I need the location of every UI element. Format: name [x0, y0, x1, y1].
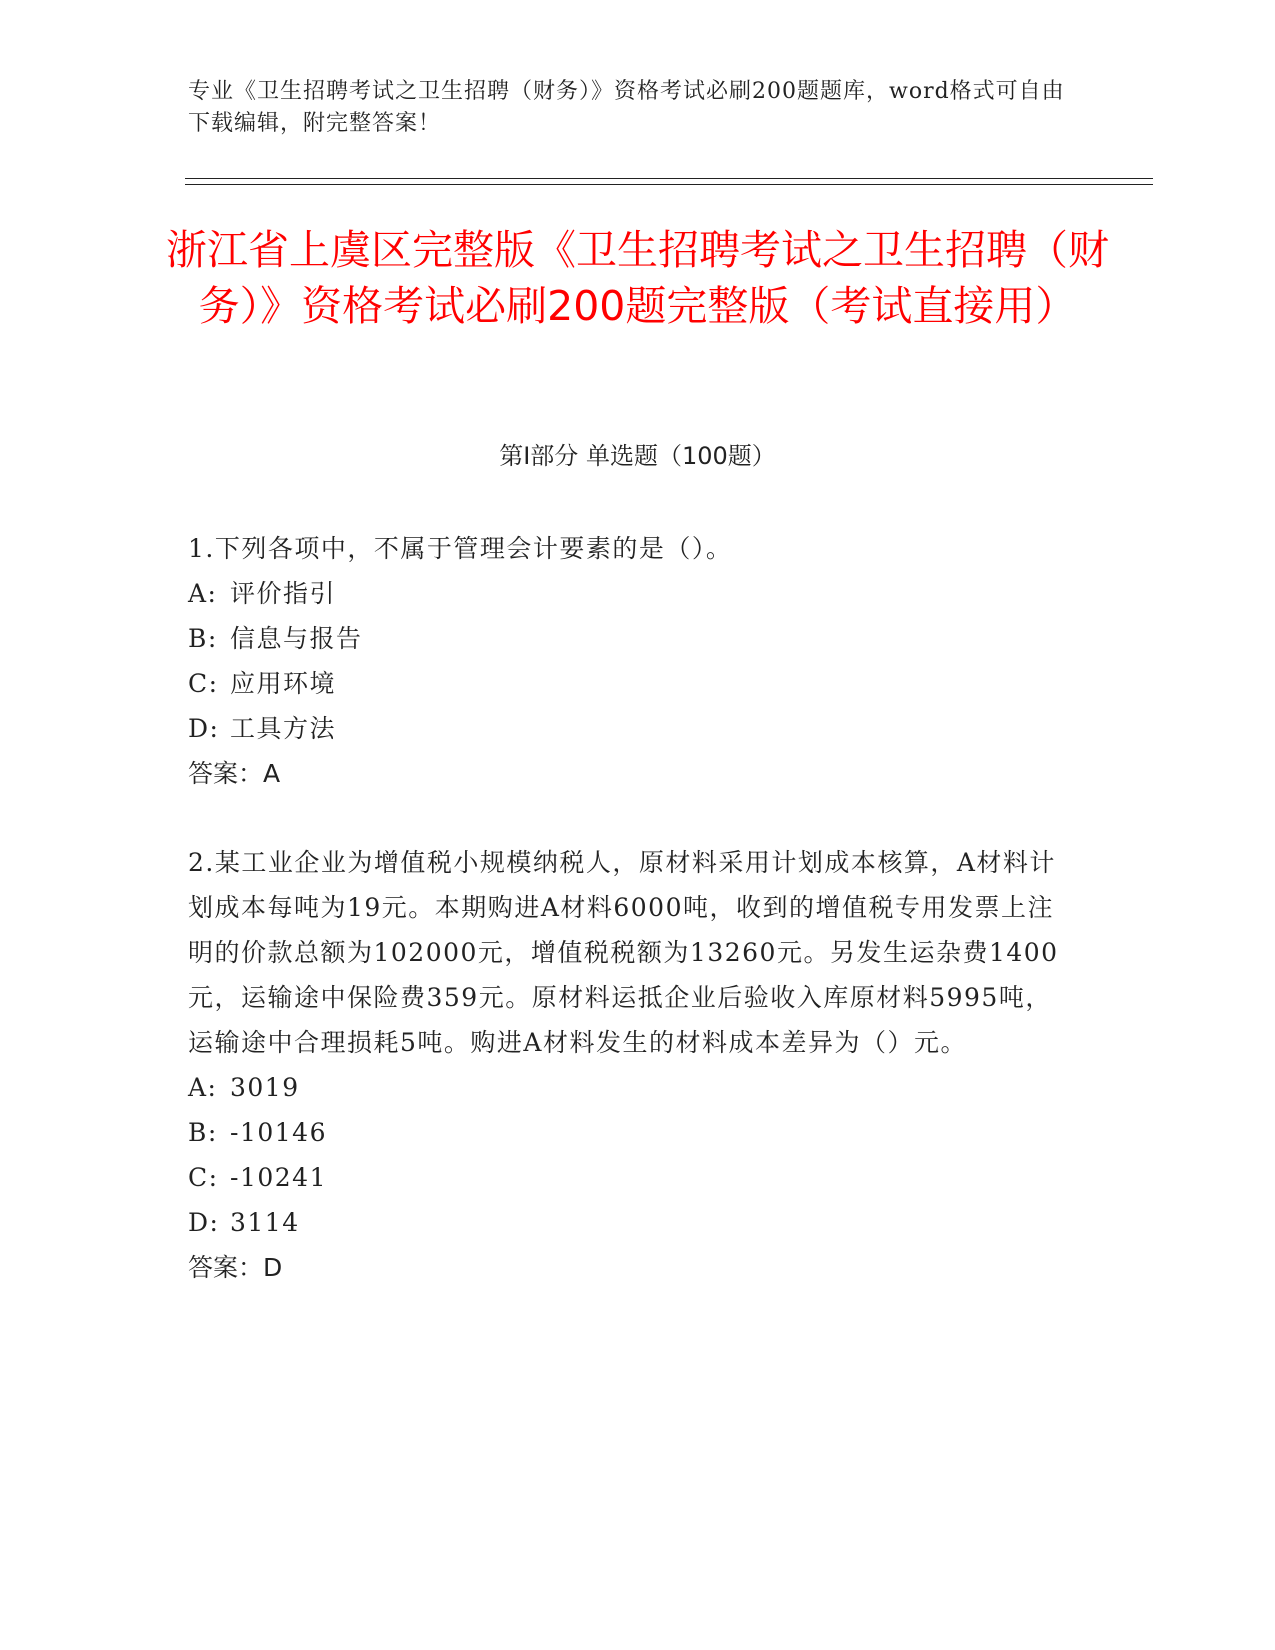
option-d: [188, 706, 1078, 751]
option-a: [188, 1065, 1078, 1110]
option-key: B:: [188, 624, 218, 653]
header-note: 专业《卫生招聘考试之卫生招聘（财务）》资格考试必刷200题题库，word格式可自由下载编辑，附完整答案！: [188, 79, 1065, 136]
option-key: D:: [188, 714, 220, 743]
option-text: 信息与报告: [230, 624, 363, 653]
option-key: A:: [188, 1073, 218, 1102]
option-key: D:: [188, 1208, 220, 1237]
option-c: [188, 1155, 1078, 1200]
option-text: -10241: [230, 1163, 327, 1192]
question-stem: 1.下列各项中，不属于管理会计要素的是（）。: [188, 534, 733, 563]
option-text: 3019: [230, 1073, 300, 1102]
document-title: 浙江省上虞区完整版《卫生招聘考试之卫生招聘（财务）》资格考试必刷200题完整版（考试直接用）: [166, 226, 1109, 330]
option-key: C:: [188, 669, 219, 698]
option-text: 工具方法: [230, 714, 337, 743]
option-text: 3114: [230, 1208, 300, 1237]
question-2: [188, 840, 1078, 1290]
option-text: 应用环境: [230, 669, 337, 698]
option-a: [188, 571, 1078, 616]
header-divider-bottom: [185, 184, 1153, 185]
option-key: A:: [188, 579, 218, 608]
header-divider-top: [185, 178, 1153, 179]
section-title: 第Ⅰ部分 单选题（100题）: [499, 442, 776, 470]
option-text: 评价指引: [230, 579, 337, 608]
question-stem: 2.某工业企业为增值税小规模纳税人，原材料采用计划成本核算，A材料计划成本每吨为19元。本期购进A材料6000吨，收到的增值税专用发票上注明的价款总额为102000元，增值税税额为13260元。另发生运杂费1400元，运输途中保险费359元。原材料运抵企业后验收入库原材料5995吨，运输途中合理损耗5吨。购进A材料发生的材料成本差异为（）元。: [188, 848, 1059, 1057]
option-text: -10146: [230, 1118, 327, 1147]
answer: 答案：A: [188, 759, 281, 788]
option-d: [188, 1200, 1078, 1245]
option-c: [188, 661, 1078, 706]
option-b: [188, 1110, 1078, 1155]
option-key: B:: [188, 1118, 218, 1147]
question-1: [188, 526, 1078, 796]
option-key: C:: [188, 1163, 219, 1192]
option-b: [188, 616, 1078, 661]
answer: 答案：D: [188, 1253, 283, 1282]
